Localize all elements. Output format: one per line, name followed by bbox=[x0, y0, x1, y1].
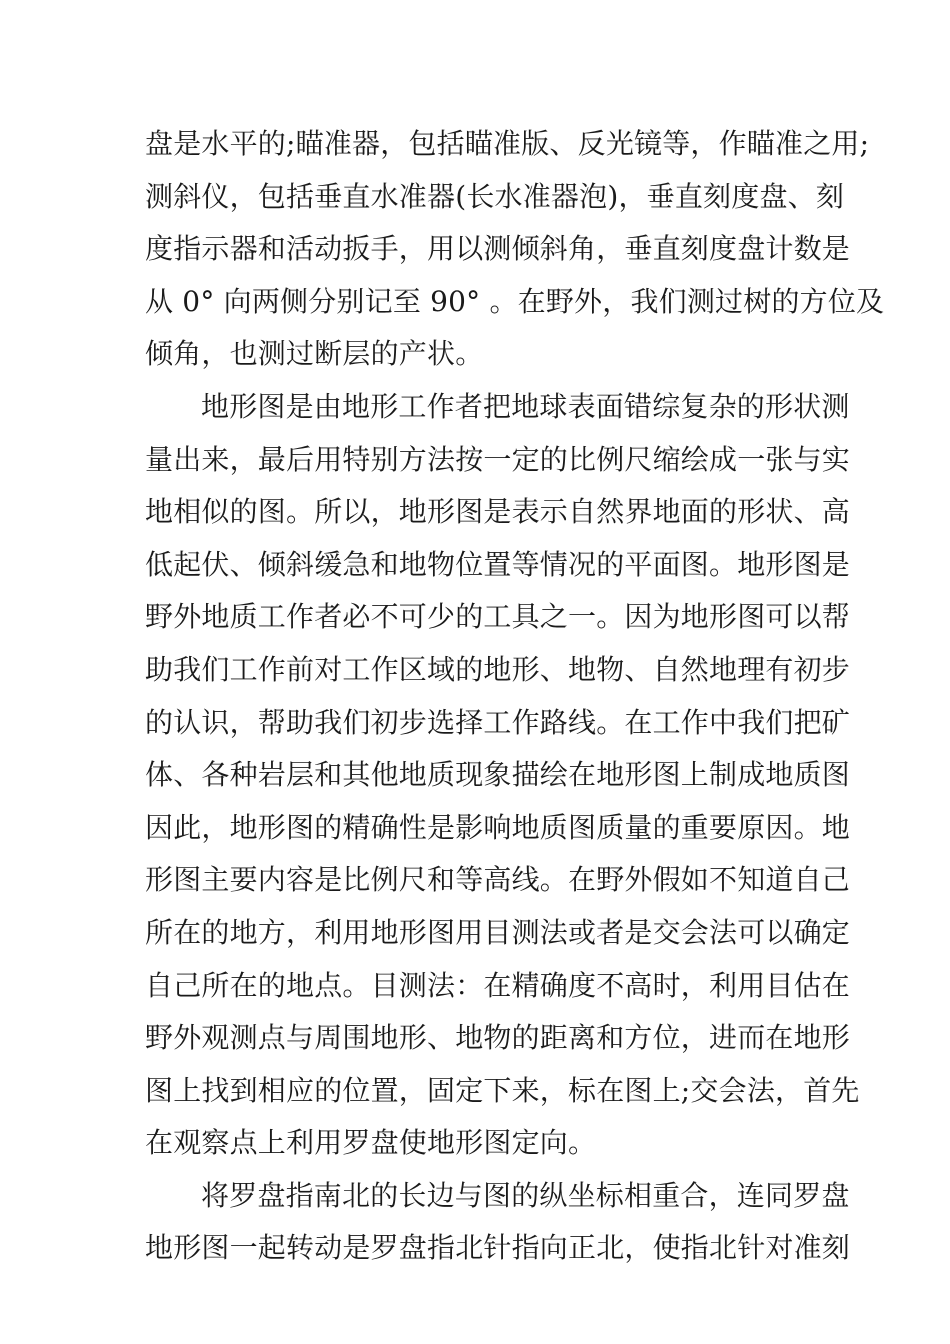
text-line: 所在的地方，利用地形图用目测法或者是交会法可以确定 bbox=[145, 915, 851, 949]
text-line: 图上找到相应的位置，固定下来，标在图上;交会法，首先 bbox=[145, 1073, 860, 1107]
text-line: 量出来，最后用特别方法按一定的比例尺缩绘成一张与实 bbox=[145, 442, 851, 476]
text-line: 从 0° 向两侧分别记至 90° 。在野外，我们测过树的方位及 bbox=[145, 284, 885, 318]
text-line: 地形图一起转动是罗盘指北针指向正北，使指北针对准刻 bbox=[145, 1231, 851, 1265]
text-line: 在观察点上利用罗盘使地形图定向。 bbox=[145, 1126, 597, 1160]
text-line: 自己所在的地点。目测法：在精确度不高时，利用目估在 bbox=[145, 968, 851, 1002]
text-line: 测斜仪，包括垂直水准器(长水准器泡)，垂直刻度盘、刻 bbox=[145, 179, 845, 213]
text-line: 地相似的图。所以，地形图是表示自然界地面的形状、高 bbox=[145, 495, 851, 529]
text-line: 形图主要内容是比例尺和等高线。在野外假如不知道自己 bbox=[145, 863, 851, 897]
text-line: 野外地质工作者必不可少的工具之一。因为地形图可以帮 bbox=[145, 600, 851, 634]
text-line: 野外观测点与周围地形、地物的距离和方位，进而在地形 bbox=[145, 1021, 851, 1055]
text-line: 的认识，帮助我们初步选择工作路线。在工作中我们把矿 bbox=[145, 705, 851, 739]
text-line: 倾角，也测过断层的产状。 bbox=[145, 337, 484, 371]
text-line: 低起伏、倾斜缓急和地物位置等情况的平面图。地形图是 bbox=[145, 547, 851, 581]
text-line: 体、各种岩层和其他地质现象描绘在地形图上制成地质图 bbox=[145, 758, 851, 792]
text-line: 因此，地形图的精确性是影响地质图质量的重要原因。地 bbox=[145, 810, 851, 844]
text-line: 度指示器和活动扳手，用以测倾斜角，垂直刻度盘计数是 bbox=[145, 232, 851, 266]
paragraph-first-line: 地形图是由地形工作者把地球表面错综复杂的形状测 bbox=[201, 389, 850, 423]
text-line: 盘是水平的;瞄准器，包括瞄准版、反光镜等，作瞄准之用; bbox=[145, 127, 870, 160]
body-text bbox=[145, 118, 885, 1275]
text-line: 助我们工作前对工作区域的地形、地物、自然地理有初步 bbox=[145, 652, 851, 686]
paragraph-first-line: 将罗盘指南北的长边与图的纵坐标相重合，连同罗盘 bbox=[201, 1178, 850, 1212]
